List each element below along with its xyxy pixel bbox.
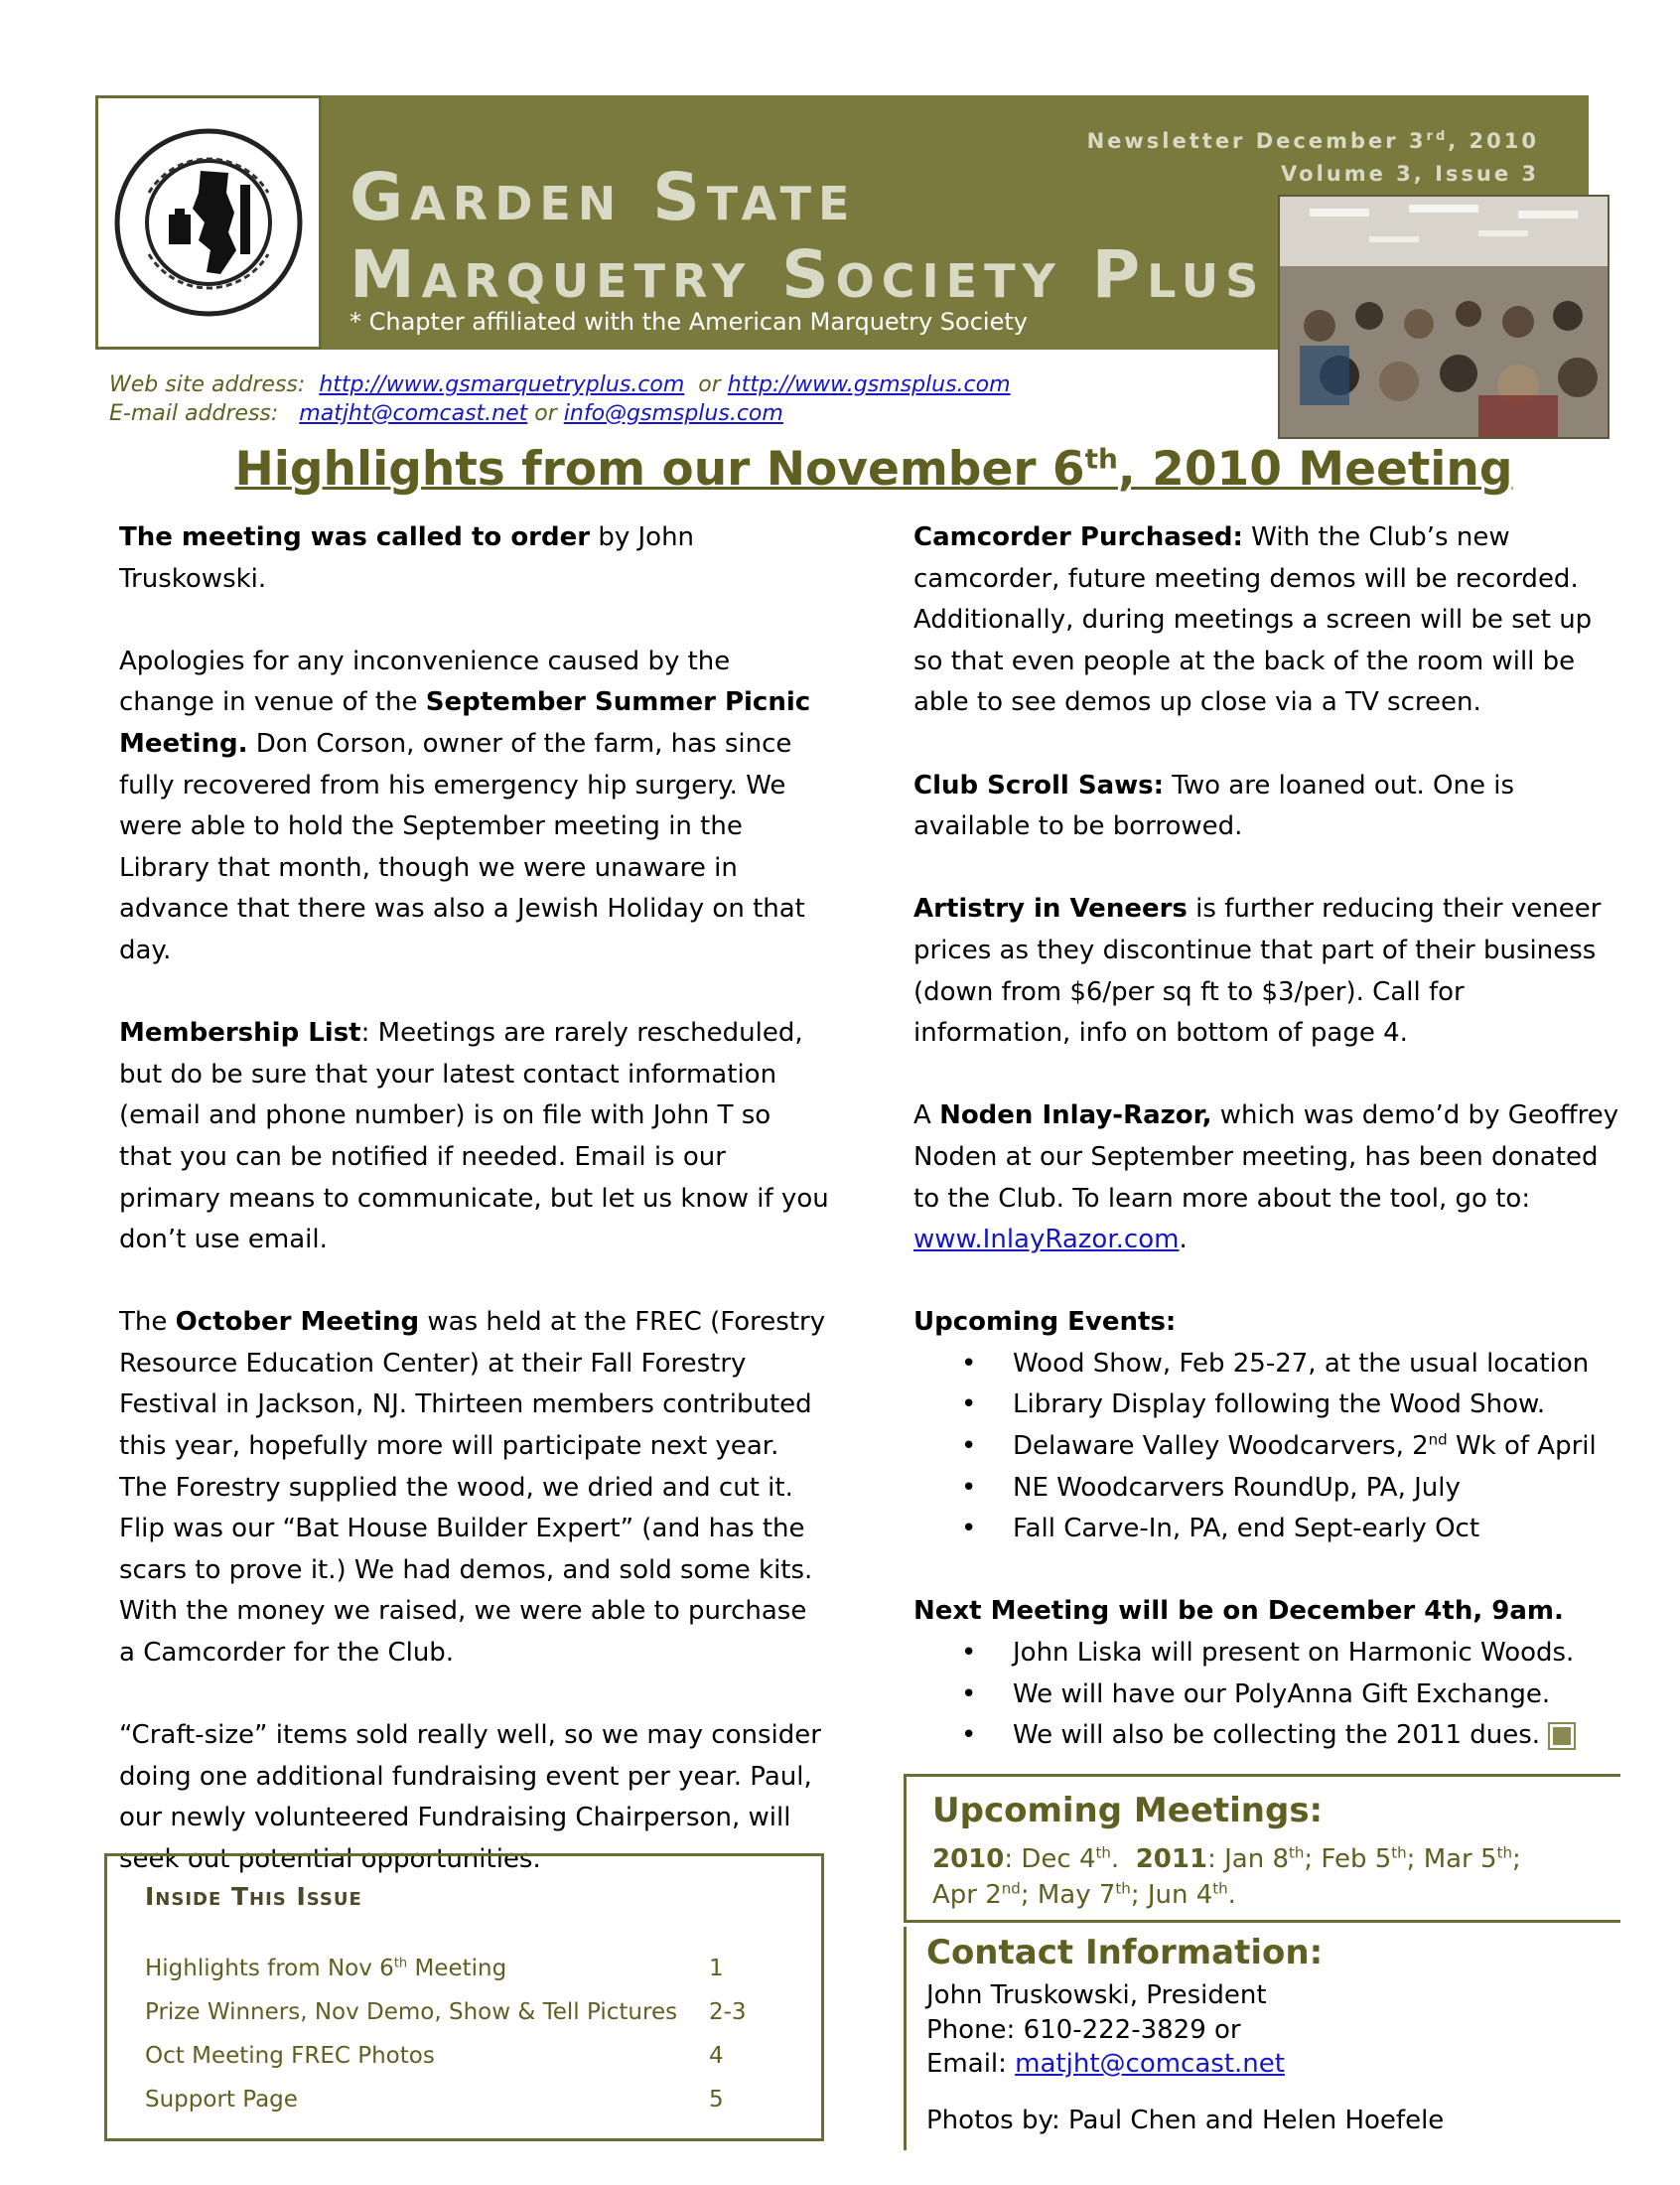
veneers-bold: Artistry in Veneers [913, 894, 1188, 925]
inside-this-issue-title: Inside This Issue [145, 1882, 362, 1911]
sup-th: th [1115, 1879, 1131, 1898]
contact-email-line [926, 2047, 1285, 2082]
title-line-1: Garden State [350, 159, 857, 235]
email-link-2[interactable]: info@gsmsplus.com [563, 400, 783, 426]
sup-th: th [1496, 1843, 1512, 1862]
october-text-b: was held at the FREC (Forestry Resource Education Center) at their Fall Forestry Festival in Jackson, NJ. Thirteen members contributed this year, hopefully more will participate next year. The Forestry supplied the wood, we dried and cut it. Flip was our “Bat House Builder Expert” (and has the scars to prove it.) We had demos, and sold some kits. With the money we raised, we were able to purchase a Camcorder for the Club. [119, 1307, 826, 1669]
upcoming-meetings-dates: 2010: Dec 4th. 2011: Jan 8th; Feb 5th; Mar 5th; Apr 2nd; May 7th; Jun 4th. [932, 1843, 1521, 1910]
photos-credit: Photos by: Paul Chen and Helen Hoefele [926, 2106, 1445, 2135]
meeting-called-bold: The meeting was called to order [119, 522, 591, 552]
event-item: • NE Woodcarvers RoundUp, PA, July [1013, 1468, 1623, 1510]
apologies-paragraph [119, 642, 829, 972]
sup-th: th [1289, 1843, 1305, 1862]
website-email-lines [109, 371, 1011, 428]
newsletter-date [1087, 125, 1539, 190]
veneers-text: is further reducing their veneer prices as they discontinue that part of their business (down from $6/per sq ft to $3/per). Call for information, info on bottom of page 4. [913, 894, 1602, 1049]
email-label: E-mail address: [109, 400, 279, 426]
website-link-2[interactable]: http://www.gsmsplus.com [727, 372, 1011, 397]
toc-row[interactable] [145, 1956, 780, 1981]
meeting-photo [1278, 195, 1610, 439]
next-meeting-item: • John Liska will present on Harmonic Woods. [1013, 1633, 1623, 1675]
next-meeting-list [913, 1633, 1623, 1754]
website-line [109, 371, 1011, 400]
event-item: • Fall Carve-In, PA, end Sept-early Oct [1013, 1509, 1623, 1550]
toc-row[interactable] [145, 2087, 780, 2112]
date-mar: ; Mar 5 [1406, 1844, 1497, 1874]
inlay-text-a: A [913, 1100, 940, 1131]
date-jun: ; Jun 4 [1130, 1879, 1213, 1910]
event-item: • Wood Show, Feb 25-27, at the usual location [1013, 1344, 1623, 1385]
next-meeting-item [1013, 1715, 1623, 1754]
contact-information-body [926, 1978, 1285, 2082]
toc-label: Support Page [145, 2087, 298, 2112]
contact-phone: Phone: 610-222-3829 or [926, 2014, 1241, 2045]
inlay-bold: Noden Inlay-Razor, [939, 1100, 1212, 1131]
october-bold: October Meeting [175, 1307, 420, 1338]
october-paragraph [119, 1302, 829, 1674]
date-year: , 2010 [1448, 129, 1539, 153]
event-dv-a: Delaware Valley Woodcarvers, 2 [1013, 1431, 1429, 1462]
contact-email-label: Email: [926, 2049, 1016, 2080]
event-item [1013, 1426, 1623, 1468]
sup-th: th [1391, 1843, 1407, 1862]
web-or: or [698, 372, 721, 397]
society-seal-icon [109, 123, 308, 322]
toc-page: 1 [709, 1956, 724, 1981]
camcorder-paragraph [913, 517, 1623, 724]
end-of-article-icon [1550, 1724, 1574, 1748]
membership-paragraph [119, 1013, 829, 1261]
toc-page: 5 [709, 2087, 724, 2112]
tagline: * Chapter affiliated with the American Marquetry Society [350, 308, 1028, 336]
next-meeting-item: • We will have our PolyAnna Gift Exchange. [1013, 1675, 1623, 1716]
event-dv-b: Wk of April [1447, 1431, 1597, 1462]
date-sup: rd [1426, 129, 1449, 144]
contact-name: John Truskowski, President [926, 1980, 1267, 2010]
sup-th: th [1212, 1879, 1228, 1898]
headline-suffix: , 2010 Meeting [1117, 442, 1513, 497]
headline-prefix: Highlights from our November 6 [234, 442, 1085, 497]
sup-th: th [1095, 1843, 1111, 1862]
page-headline [0, 442, 1680, 497]
date-may: ; May 7 [1020, 1879, 1116, 1910]
left-column [119, 517, 829, 1922]
date-jan: : Jan 8 [1207, 1844, 1290, 1874]
upcoming-meetings-title: Upcoming Meetings: [932, 1791, 1324, 1830]
camcorder-bold: Camcorder Purchased: [913, 522, 1243, 552]
next-meeting-section [913, 1591, 1623, 1754]
toc-row[interactable] [145, 1999, 780, 2025]
year-2011: 2011 [1135, 1844, 1208, 1874]
scroll-saws-paragraph [913, 766, 1623, 848]
volume-issue: Volume 3, Issue 3 [1281, 161, 1539, 186]
inlay-text-b: which was demo’d by Geoffrey Noden at our September meeting, has been donated to the Club. To learn more about the tool, go to: [913, 1100, 1619, 1214]
inside-this-issue-box [104, 1853, 824, 2141]
scroll-saws-text: Two are loaned out. One is available to be borrowed. [913, 770, 1515, 842]
membership-text: : Meetings are rarely rescheduled, but do be sure that your latest contact information (email and phone number) is on file with John T so that you can be notified if needed. Email is our primary means to communicate, but let us know if you don’t use email. [119, 1018, 829, 1255]
toc-label-sup: th [393, 1956, 408, 1971]
title-line-2: Marquetry Society Plus [350, 235, 1266, 313]
inlay-end: . [1179, 1225, 1188, 1255]
headline-sup: th [1084, 442, 1118, 476]
toc-label: Prize Winners, Nov Demo, Show & Tell Pictures [145, 1999, 678, 2025]
toc-label: Highlights from Nov 6 [145, 1956, 394, 1981]
event-dv-sup: nd [1428, 1430, 1448, 1449]
next-meeting-item-text: We will also be collecting the 2011 dues. [1013, 1720, 1541, 1751]
meeting-called-paragraph [119, 517, 829, 600]
right-column [913, 517, 1623, 1754]
next-meeting-title: Next Meeting will be on December 4th, 9am. [913, 1596, 1564, 1627]
date-feb: ; Feb 5 [1304, 1844, 1392, 1874]
society-logo [95, 95, 322, 350]
web-label: Web site address: [109, 372, 306, 397]
contact-information-title: Contact Information: [926, 1933, 1324, 1972]
scroll-saws-bold: Club Scroll Saws: [913, 770, 1165, 801]
date-dec: : Dec 4 [1004, 1844, 1096, 1874]
year-2010: 2010 [932, 1844, 1005, 1874]
toc-row[interactable] [145, 2043, 780, 2069]
website-link-1[interactable]: http://www.gsmarquetryplus.com [319, 372, 685, 397]
date-prefix: Newsletter December 3 [1086, 129, 1427, 153]
event-item: • Library Display following the Wood Show. [1013, 1384, 1623, 1426]
craft-size-paragraph: “Craft-size” items sold really well, so we may consider doing one additional fundraising event per year. Paul, our newly volunteered Fundraising Chairperson, will seek out potential opportunities. [119, 1720, 821, 1874]
upcoming-meetings-box [904, 1774, 1620, 1923]
email-link-1[interactable]: matjht@comcast.net [299, 400, 528, 426]
email-or: or [534, 400, 557, 426]
contact-information-box [904, 1927, 1620, 2150]
veneers-paragraph [913, 889, 1623, 1054]
toc-page: 2-3 [709, 1999, 747, 2025]
apologies-bold: September Summer Picnic Meeting. [119, 687, 811, 759]
upcoming-events-section [913, 1302, 1623, 1550]
membership-bold: Membership List [119, 1018, 361, 1049]
sup-nd: nd [1001, 1879, 1021, 1898]
inlay-razor-link[interactable]: www.InlayRazor.com [913, 1225, 1180, 1255]
date-apr: Apr 2 [932, 1879, 1002, 1910]
upcoming-events-list [913, 1344, 1623, 1550]
meeting-photo-image [1280, 197, 1610, 439]
meeting-called-text: by John Truskowski. [119, 522, 695, 594]
contact-email-link[interactable]: matjht@comcast.net [1015, 2049, 1285, 2080]
toc-label-suffix: Meeting [407, 1956, 507, 1981]
toc-label: Oct Meeting FREC Photos [145, 2043, 435, 2069]
upcoming-events-title: Upcoming Events: [913, 1307, 1177, 1338]
email-line [109, 400, 1011, 429]
apologies-text-b: Don Corson, owner of the farm, has since fully recovered from his emergency hip surgery. We were able to hold the September meeting in the Library that month, though we were unaware in advance that there was also a Jewish Holiday on that day. [119, 728, 805, 965]
camcorder-text: With the Club’s new camcorder, future meeting demos will be recorded. Additionally, during meetings a screen will be set up so that even people at the back of the room will be able to see demos up close via a TV screen. [913, 522, 1593, 718]
october-text-a: The [119, 1307, 176, 1338]
inlay-razor-paragraph [913, 1095, 1623, 1260]
apologies-text-a: Apologies for any inconvenience caused by the change in venue of the [119, 646, 731, 718]
toc-page: 4 [709, 2043, 724, 2069]
